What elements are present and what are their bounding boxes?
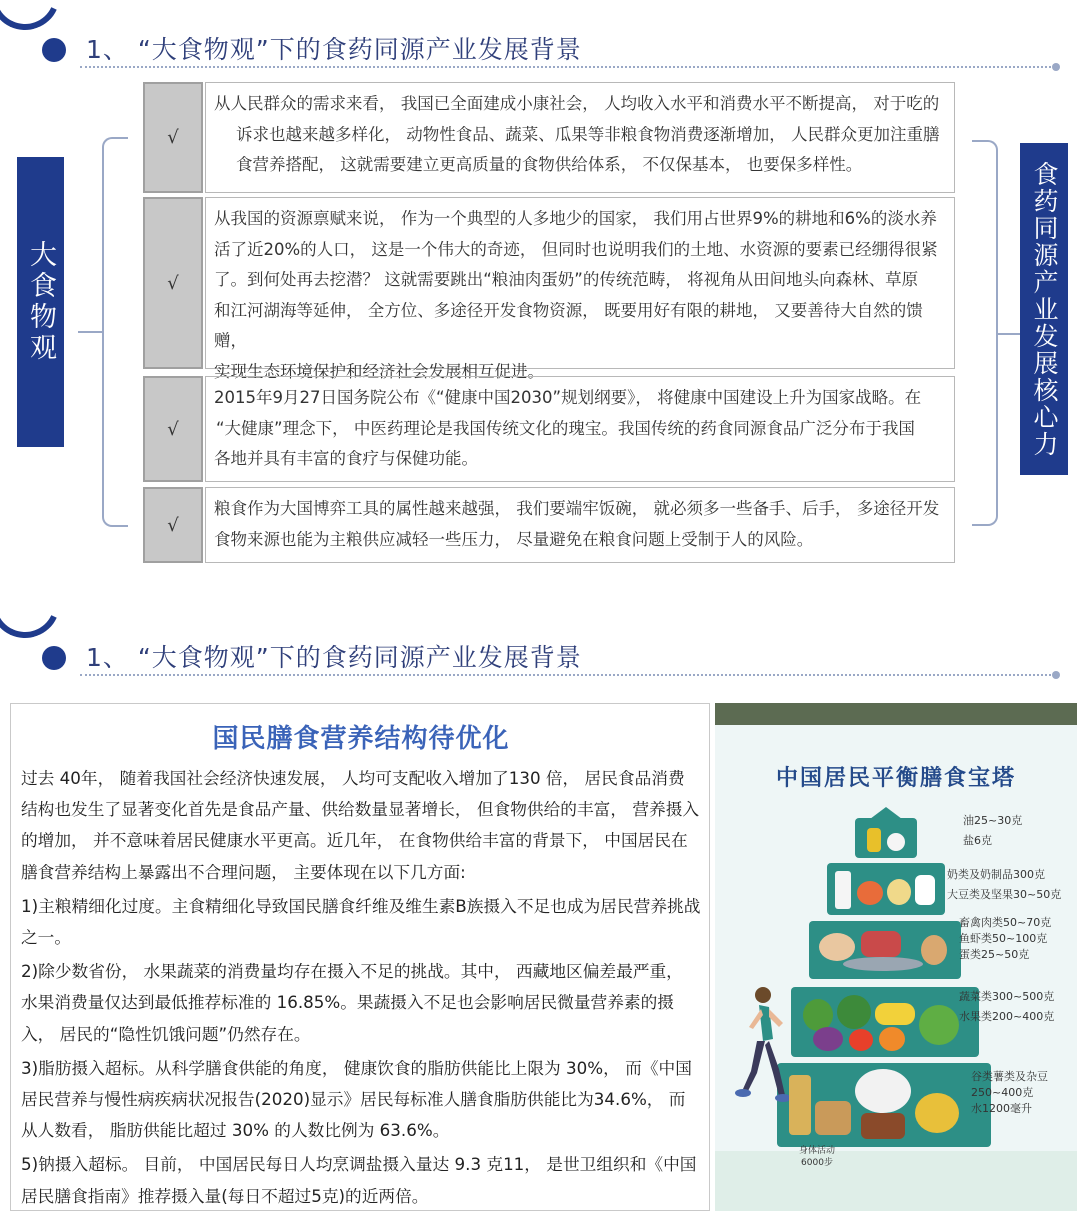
tier-label [959, 915, 1051, 963]
text-line: 和江河湖海等延伸， 全方位、多途径开发食物资源， 既要用好有限的耕地， 又要善待大自然的馈赠， [214, 300, 923, 350]
label-line: 蔬菜类300~500克 [959, 990, 1055, 1003]
check-cell: √ [143, 197, 203, 369]
label-line: 大豆类及坚果30~50克 [947, 888, 1062, 901]
pyramid-title: 中国居民平衡膳食宝塔 [775, 766, 1016, 791]
label-line: 畜禽肉类50~70克 [959, 916, 1052, 929]
top-band [715, 703, 1077, 725]
dot-decoration [42, 38, 66, 62]
reason-row-2 [143, 197, 955, 381]
bread-icon [815, 1101, 851, 1135]
section-title: 1、 “大食物观”下的食药同源产业发展背景 [86, 35, 582, 64]
text-line: 食物来源也能为主粮供应减轻一些压力， 尽量避免在粮食问题上受制于人的风险。 [214, 529, 814, 549]
text-line: 诉求也越来越多样化， 动物性食品、蔬菜、瓜果等非粮食物消费逐渐增加， 人民群众更加注重膳 [236, 124, 940, 144]
label-line: 油25~30克 [963, 814, 1023, 827]
reason-text [205, 197, 955, 381]
tomato-icon [849, 1029, 873, 1051]
reason-text [205, 376, 955, 482]
milk-carton-icon [835, 871, 851, 909]
reason-row-3 [143, 376, 955, 482]
paragraph: 5)钠摄入超标。 目前， 中国居民每日人均烹调盐摄入量达 9.3 克11， 是世卫组织和《中国居民膳食指南》推荐摄入量(每日不超过5克)的近两倍。 [21, 1154, 697, 1206]
divider-end-dot [1052, 671, 1060, 679]
egg-icon [921, 935, 947, 965]
text-line: 活了近20%的人口， 这是一个伟大的奇迹， 但同时也说明我们的土地、水资源的要素已经绷得很紧 [214, 239, 938, 259]
text-line: “大健康”理念下， 中医药理论是我国传统文化的瑰宝。我国传统的药食同源食品广泛分布于我国 [216, 418, 915, 438]
wheat-icon [789, 1075, 811, 1135]
banana-icon [875, 1003, 915, 1025]
arc-decoration [0, 558, 70, 648]
oil-bottle-icon [867, 828, 881, 852]
label-line: 250~400克 [971, 1086, 1034, 1099]
rice-bowl-icon [855, 1069, 911, 1113]
text-line: 2015年9月27日国务院公布《“健康中国2030”规划纲要》， 将健康中国建设上升为国家战略。在 [214, 388, 922, 407]
nuts-icon [857, 881, 883, 905]
grain-basket-icon [861, 1113, 905, 1139]
reason-text [205, 487, 955, 563]
label-line: 6000步 [801, 1158, 833, 1168]
paragraph: 过去 40年， 随着我国社会经济快速发展， 人均可支配收入增加了130 倍， 居民食品消费结构也发生了显著变化首先是食品产量、供给数量显著增长， 但食物供给的丰富， 营养摄入的增加， 并不意味着居民健康水平更高。近几年， 在食物供给丰富的背景下， 中国居民在膳食营养结构上暴露出不合理问题， 主要体现在以下几方面: [21, 768, 700, 882]
paragraph: 2)除少数省份， 水果蔬菜的消费量均存在摄入不足的挑战。其中， 西藏地区偏差最严重， 水果消费量仅达到最低推荐标准的 16.85%。果蔬摄入不足也会影响居民微量营养素的摄入， 居民的“隐性饥饿问题”仍然存在。 [21, 961, 683, 1044]
orange-icon [879, 1027, 905, 1051]
food-pyramid-illustration [715, 703, 1077, 1211]
arc-decoration [0, 0, 70, 40]
vegetables-icon [919, 1005, 959, 1045]
text-line: 从人民群众的需求来看， 我国已全面建成小康社会， 人均收入水平和消费水平不断提高， 对于吃的 [214, 94, 940, 113]
section-header-2 [0, 608, 1080, 688]
ground-band [715, 1151, 1077, 1211]
text-line: 从我国的资源禀赋来说， 作为一个典型的人多地少的国家， 我们用占世界9%的耕地和6%的淡水养 [214, 209, 937, 228]
salt-icon [887, 833, 905, 851]
section-title: 1、 “大食物观”下的食药同源产业发展背景 [86, 643, 582, 672]
label-line: 鱼虾类50~100克 [959, 932, 1048, 945]
right-brace [972, 140, 998, 526]
reason-row-1 [143, 82, 955, 193]
fish-icon [843, 957, 923, 971]
tier-label [963, 813, 1022, 849]
check-cell: √ [143, 376, 203, 482]
tier-label [947, 867, 1061, 903]
label-line: 谷类薯类及杂豆 [971, 1070, 1048, 1083]
label-line: 奶类及奶制品300克 [947, 868, 1045, 881]
label-line: 盐6克 [963, 834, 992, 847]
text-line: 粮食作为大国博弈工具的属性越来越强， 我们要端牢饭碗， 就必须多一些备手、后手， 多途径开发 [214, 499, 940, 518]
reason-text [205, 82, 955, 193]
milk-glass-icon [915, 875, 935, 905]
tier-label [971, 1069, 1048, 1117]
runner-icon [729, 983, 789, 1113]
right-label-box: 食药同源产业发展核心力 [1020, 143, 1068, 475]
label-line: 蛋类25~50克 [959, 948, 1030, 961]
panel-title: 国民膳食营养结构待优化 [212, 724, 510, 754]
dotted-divider [80, 66, 1055, 68]
paragraph: 3)脂肪摄入超标。从科学膳食供能的角度， 健康饮食的脂肪供能比上限为 30%， 而《中国居民营养与慢性病疾病状况报告(2020)显示》居民每标准人膳食脂肪供能比为34.6%， 而从人数看， 脂肪供能比超过 30% 的人数比例为 63.6%。 [21, 1057, 692, 1141]
dotted-divider [80, 674, 1055, 676]
check-cell: √ [143, 487, 203, 563]
grapes-icon [813, 1027, 843, 1051]
tier-oil-salt [855, 818, 917, 858]
text-line: 实现生态环境保护和经济社会发展相互促进。 [214, 361, 544, 381]
text-line: 食营养搭配， 这就需要建立更高质量的食物供给体系， 不仅保基本， 也要保多样性。 [236, 155, 863, 174]
text-line: 了。到何处再去挖潜？ 这就需要跳出“粮油肉蛋奶”的传统范畴， 将视角从田间地头向森林、草原 [214, 270, 919, 289]
section-header-1 [0, 0, 1080, 80]
right-brace-tip [998, 333, 1020, 335]
activity-label [799, 1145, 835, 1169]
poultry-icon [819, 933, 855, 961]
label-line: 水果类200~400克 [959, 1010, 1055, 1023]
label-line: 身体活动 [799, 1146, 836, 1156]
text-line: 各地并具有丰富的食疗与保健功能。 [214, 449, 478, 468]
paragraph: 1)主粮精细化过度。主食精细化导致国民膳食纤维及维生素B族摄入不足也成为居民营养挑战之一。 [21, 895, 701, 948]
divider-end-dot [1052, 63, 1060, 71]
watermelon-icon [837, 995, 871, 1029]
dot-decoration [42, 646, 66, 670]
corn-icon [915, 1093, 959, 1133]
nutrition-panel [10, 703, 710, 1211]
check-cell: √ [143, 82, 203, 193]
reason-row-4 [143, 487, 955, 563]
meat-icon [861, 931, 901, 957]
left-label-box: 大食物观 [17, 157, 64, 447]
soy-icon [887, 879, 911, 905]
label-line: 水1200毫升 [971, 1102, 1032, 1115]
left-brace [102, 137, 128, 527]
tier-label [959, 989, 1054, 1025]
left-brace-tip [78, 331, 102, 333]
